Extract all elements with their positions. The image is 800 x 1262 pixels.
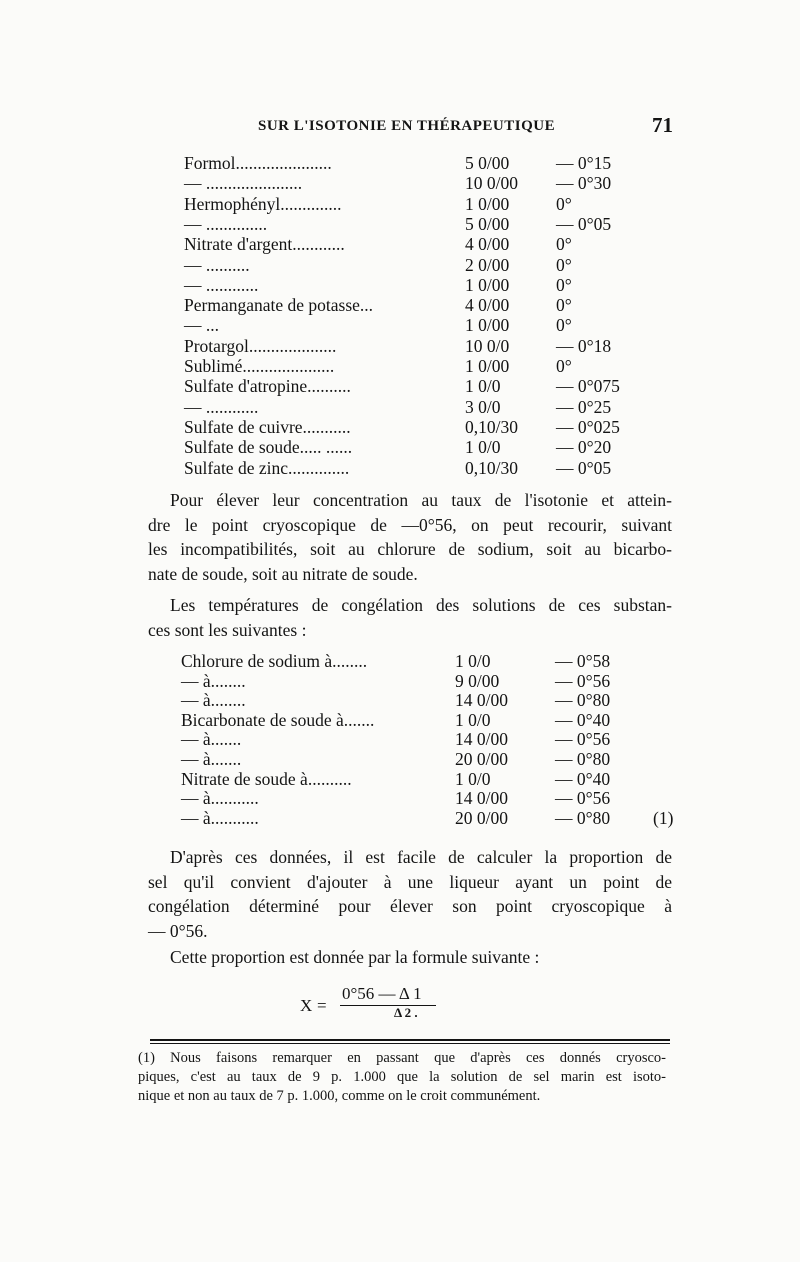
substance-name: — à....... — [181, 749, 242, 769]
footnote-line: (1) Nous faisons remarquer en passant que d'après ces donnés cryosco- — [138, 1050, 666, 1066]
text-line: nate de soude, soit au nitrate de soude. — [148, 563, 418, 584]
footnote-marker: (1) — [653, 807, 674, 828]
footnote-rule-thin — [150, 1043, 670, 1044]
freezing-point: 0° — [556, 234, 572, 255]
paragraph-concentration — [148, 488, 672, 586]
substance-name: Permanganate de potasse... — [184, 295, 374, 316]
formula-lhs: X — [300, 996, 313, 1015]
freezing-point: — 0°05 — [556, 213, 612, 234]
concentration: 1 0/0 — [465, 437, 501, 458]
freezing-point: — 0°40 — [555, 709, 611, 730]
concentration: 10 0/00 — [465, 173, 518, 194]
substance-name: — à........ — [181, 690, 246, 711]
footnote-line: piques, c'est au taux de 9 p. 1.000 que la solution de sel marin est isoto- — [138, 1069, 666, 1085]
concentration: 4 0/00 — [465, 234, 510, 255]
formula-equals: = — [317, 996, 327, 1015]
substance-name: — ...................... — [184, 173, 303, 194]
formula — [300, 986, 500, 1026]
text-line: congélation déterminé pour élever son point cryoscopique à — [148, 896, 672, 917]
substance-name: Sulfate de zinc.............. — [184, 457, 350, 478]
text-line: D'après ces données, il est facile de calculer la proportion de — [170, 847, 672, 867]
freezing-point: — 0°56 — [555, 729, 611, 750]
concentration: 1 0/0 — [465, 376, 501, 397]
table-row — [0, 152, 800, 174]
freezing-point: — 0°58 — [555, 651, 611, 671]
substance-name: Protargol.................... — [184, 335, 337, 356]
table-row — [0, 294, 800, 316]
substance-name: — .......... — [184, 254, 250, 275]
substance-name: Hermophényl.............. — [184, 193, 342, 214]
concentration: 14 0/00 — [455, 690, 508, 711]
substance-name: Sulfate d'atropine.......... — [184, 376, 351, 397]
table-row — [0, 335, 800, 357]
freezing-point: — 0°075 — [556, 376, 620, 397]
substance-name: — à........ — [181, 670, 246, 691]
text-line: dre le point cryoscopique de —0°56, on peut recourir, suivant — [148, 514, 672, 535]
freezing-point: — 0°56 — [555, 670, 611, 691]
substance-name: — ............ — [184, 396, 259, 417]
table-row — [0, 254, 800, 276]
text-line: les incompatibilités, soit au chlorure de sodium, soit au bicarbo- — [148, 539, 672, 560]
concentration: 1 0/00 — [465, 193, 510, 214]
freezing-point: — 0°15 — [556, 153, 612, 173]
footnote — [138, 1049, 666, 1106]
text-line: Cette proportion est donnée par la formule suivante : — [170, 947, 540, 967]
freezing-point: 0° — [556, 193, 572, 214]
freezing-point: — 0°18 — [556, 335, 612, 356]
freezing-point: 0° — [556, 274, 572, 295]
concentration: 14 0/00 — [455, 729, 508, 750]
concentration: 1 0/0 — [455, 709, 491, 730]
concentration: 1 0/0 — [455, 768, 491, 789]
formula-denominator: Δ 2 . — [394, 1005, 418, 1020]
concentration: 5 0/00 — [465, 213, 510, 234]
footnote-line: nique et non au taux de 7 p. 1.000, comme on le croit communément. — [138, 1088, 541, 1104]
concentration: 4 0/00 — [465, 295, 510, 316]
concentration: 14 0/00 — [455, 788, 508, 809]
freezing-point: — 0°56 — [555, 788, 611, 809]
concentration: 1 0/00 — [465, 274, 510, 295]
substance-name: Chlorure de sodium à........ — [181, 651, 368, 671]
substance-name: — ............ — [184, 274, 259, 295]
substance-name: Nitrate de soude à.......... — [181, 768, 352, 789]
freezing-point: — 0°80 — [555, 690, 611, 711]
table-row — [0, 807, 800, 829]
table-row — [0, 355, 800, 377]
running-header — [0, 112, 800, 142]
table-row — [0, 193, 800, 215]
freezing-point: 0° — [556, 254, 572, 275]
text-line: ces sont les suivantes : — [148, 619, 307, 640]
substance-name: Sulfate de cuivre........... — [184, 416, 351, 437]
substance-name: — .............. — [184, 213, 268, 234]
concentration: 0,10/30 — [465, 457, 518, 478]
table-row — [0, 436, 800, 458]
substance-name: — à........... — [181, 788, 259, 809]
table-row — [0, 314, 800, 336]
freezing-point: — 0°80 — [555, 807, 611, 828]
substance-name: Nitrate d'argent............ — [184, 234, 345, 255]
running-title: SUR L'ISOTONIE EN THÉRAPEUTIQUE — [258, 118, 556, 134]
footnote-rule — [150, 1039, 670, 1041]
table-row — [0, 457, 800, 479]
substance-name: — à........... — [181, 807, 259, 828]
fraction-bar — [340, 1005, 436, 1006]
table-row — [0, 375, 800, 397]
concentration: 20 0/00 — [455, 807, 508, 828]
freezing-point: — 0°25 — [556, 396, 612, 417]
freezing-point: — 0°025 — [556, 416, 620, 437]
concentration: 3 0/0 — [465, 396, 501, 417]
table-row — [0, 274, 800, 296]
freezing-point: — 0°30 — [556, 173, 612, 194]
substance-name: Sublimé..................... — [184, 356, 335, 376]
freezing-point: — 0°80 — [555, 749, 611, 769]
freezing-point: — 0°05 — [556, 457, 612, 478]
substance-name: Bicarbonate de soude à....... — [181, 709, 375, 730]
substance-name: Formol...................... — [184, 153, 332, 173]
substance-name: — à....... — [181, 729, 242, 750]
paragraph-temperatures — [148, 593, 672, 642]
formula-numerator: 0°56 — Δ 1 — [342, 984, 422, 1003]
paragraph-formula-intro — [148, 945, 672, 970]
concentration: 2 0/00 — [465, 254, 510, 275]
concentration: 5 0/00 — [465, 153, 510, 173]
freezing-point: 0° — [556, 356, 572, 376]
table-row — [0, 233, 800, 255]
freezing-point: — 0°40 — [555, 768, 611, 789]
concentration: 1 0/00 — [465, 315, 510, 336]
page-number: 71 — [652, 113, 673, 137]
text-line: Pour élever leur concentration au taux de l'isotonie et attein- — [170, 490, 672, 510]
table-row — [0, 416, 800, 438]
substance-name: Sulfate de soude..... ...... — [184, 437, 353, 458]
table-row — [0, 213, 800, 235]
substance-name: — ... — [184, 315, 219, 336]
text-line: sel qu'il convient d'ajouter à une liqueur ayant un point de — [148, 871, 672, 892]
concentration: 9 0/00 — [455, 670, 500, 691]
paragraph-calculation — [148, 845, 672, 943]
table-row — [0, 396, 800, 418]
freezing-point: 0° — [556, 295, 572, 316]
concentration: 1 0/0 — [455, 651, 491, 671]
concentration: 20 0/00 — [455, 749, 508, 769]
text-line: — 0°56. — [148, 920, 208, 941]
concentration: 10 0/0 — [465, 335, 510, 356]
freezing-point: — 0°20 — [556, 437, 612, 458]
concentration: 0,10/30 — [465, 416, 518, 437]
freezing-point: 0° — [556, 315, 572, 336]
table-row — [0, 172, 800, 194]
concentration: 1 0/00 — [465, 356, 510, 376]
text-line: Les températures de congélation des solutions de ces substan- — [170, 595, 672, 615]
